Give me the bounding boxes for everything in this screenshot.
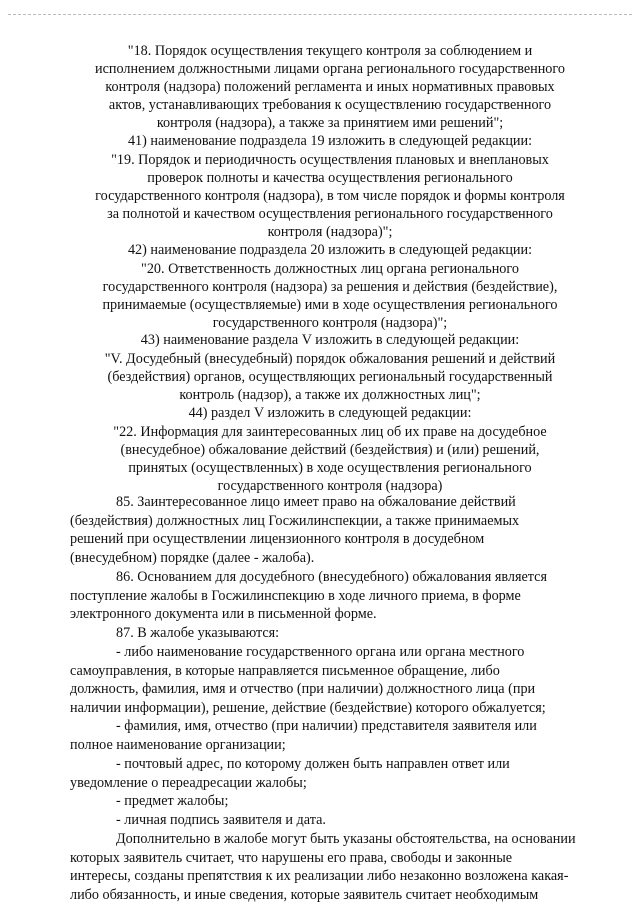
- block-20: [60, 260, 600, 332]
- text-line: "19. Порядок и периодичность осуществления плановых и внеплановых: [111, 152, 549, 168]
- scan-top-border: [8, 14, 632, 15]
- block-18: [60, 42, 600, 132]
- bullet-signature: [70, 811, 600, 830]
- item-41: [60, 132, 600, 150]
- text-line: 86. Основанием для досудебного (внесудебного) обжалования является: [116, 569, 547, 585]
- bullet-subject: [70, 792, 600, 811]
- paragraph-additional: [70, 830, 600, 904]
- text-line: "22. Информация для заинтересованных лиц об их праве на досудебное: [113, 424, 547, 440]
- text-line: "V. Досудебный (внесудебный) порядок обжалования решений и действий: [104, 351, 556, 367]
- text-line: 41) наименование подраздела 19 изложить в следующей редакции:: [127, 133, 533, 149]
- bullet-applicant: [70, 717, 600, 754]
- text-line: интересы, созданы препятствия к их реализации либо незаконно возложена какая-: [70, 868, 569, 885]
- item-44: [60, 404, 600, 422]
- text-line: исполнением должностными лицами органа регионального государственного: [95, 61, 565, 77]
- bullet-address: [70, 755, 600, 792]
- text-line: либо обязанность, и иные сведения, которые заявитель считает необходимым: [70, 886, 539, 903]
- text-line: актов, устанавливающих требования к осуществлению государственного: [108, 97, 552, 113]
- bullet-authority: [70, 643, 600, 717]
- text-line: государственного контроля (надзора) за решения и действия (бездействие),: [102, 279, 558, 295]
- block-22: [60, 423, 600, 495]
- text-line: электронного документа или в письменной форме.: [70, 606, 377, 623]
- text-line: контроля (надзора) положений регламента и иных нормативных правовых: [105, 79, 555, 95]
- text-line: контроль (надзор), а также их должностных лиц";: [179, 387, 481, 403]
- text-line: - либо наименование государственного органа или органа местного: [116, 644, 525, 660]
- text-line: поступление жалобы в Госжилинспекцию в ходе личного приема, в форме: [70, 587, 521, 604]
- text-line: 87. В жалобе указываются:: [116, 625, 280, 641]
- text-line: государственного контроля (надзора), в том числе порядок и формы контроля: [95, 188, 565, 204]
- text-line: - личная подпись заявителя и дата.: [116, 812, 326, 828]
- text-line: - предмет жалобы;: [116, 793, 229, 809]
- block-19: [60, 151, 600, 241]
- text-line: (бездействия) органов, осуществляющих региональный государственный: [107, 369, 553, 385]
- text-line: которых заявитель считает, что нарушены его права, свободы и законные: [70, 849, 513, 866]
- text-line: - фамилия, имя, отчество (при наличии) представителя заявителя или: [116, 718, 537, 734]
- text-line: контроля (надзора), а также за принятием ими решений";: [156, 115, 504, 131]
- text-line: (бездействия) должностных лиц Госжилинспекции, а также принимаемых: [70, 512, 520, 529]
- text-line: Дополнительно в жалобе могут быть указаны обстоятельства, на основании: [116, 831, 576, 847]
- text-line: 44) раздел V изложить в следующей редакции:: [188, 405, 472, 421]
- text-line: принятых (осуществленных) в ходе осуществления регионального: [128, 460, 532, 476]
- paragraph-86: [70, 568, 600, 624]
- text-line: принимаемые (осуществляемые) ими в ходе осуществления регионального: [102, 297, 558, 313]
- text-line: 42) наименование подраздела 20 изложить в следующей редакции:: [127, 242, 533, 258]
- text-line: полное наименование организации;: [70, 736, 286, 753]
- text-line: (внесудебном) порядке (далее - жалоба).: [70, 549, 315, 566]
- text-line: "20. Ответственность должностных лиц органа регионального: [141, 261, 519, 277]
- paragraph-87: [70, 624, 600, 643]
- paragraph-85: [70, 493, 600, 567]
- text-line: проверок полноты и качества осуществления регионального: [147, 170, 513, 186]
- text-line: 85. Заинтересованное лицо имеет право на обжалование действий: [116, 494, 516, 510]
- item-42: [60, 241, 600, 259]
- text-line: "18. Порядок осуществления текущего контроля за соблюдением и: [127, 43, 533, 59]
- text-line: государственного контроля (надзора)";: [212, 315, 448, 331]
- text-line: решений при осуществлении лицензионного контроля в досудебном: [70, 531, 485, 548]
- text-line: 43) наименование раздела V изложить в следующей редакции:: [140, 332, 520, 348]
- text-line: наличии информации), решение, действие (бездействие) которого обжалуется;: [70, 699, 546, 716]
- text-line: должность, фамилия, имя и отчество (при наличии) должностного лица (при: [70, 681, 536, 698]
- item-43: [60, 331, 600, 349]
- text-line: самоуправления, в которые направляется письменное обращение, либо: [70, 662, 500, 679]
- text-line: - почтовый адрес, по которому должен быть направлен ответ или: [116, 756, 510, 772]
- text-line: государственного контроля (надзора): [217, 478, 443, 494]
- text-line: уведомление о переадресации жалобы;: [70, 774, 307, 791]
- text-line: контроля (надзора)";: [267, 224, 393, 240]
- text-line: (внесудебное) обжалование действий (бездействия) и (или) решений,: [120, 442, 540, 458]
- block-v: [60, 350, 600, 404]
- text-line: за полнотой и качеством осуществления регионального государственного: [107, 206, 553, 222]
